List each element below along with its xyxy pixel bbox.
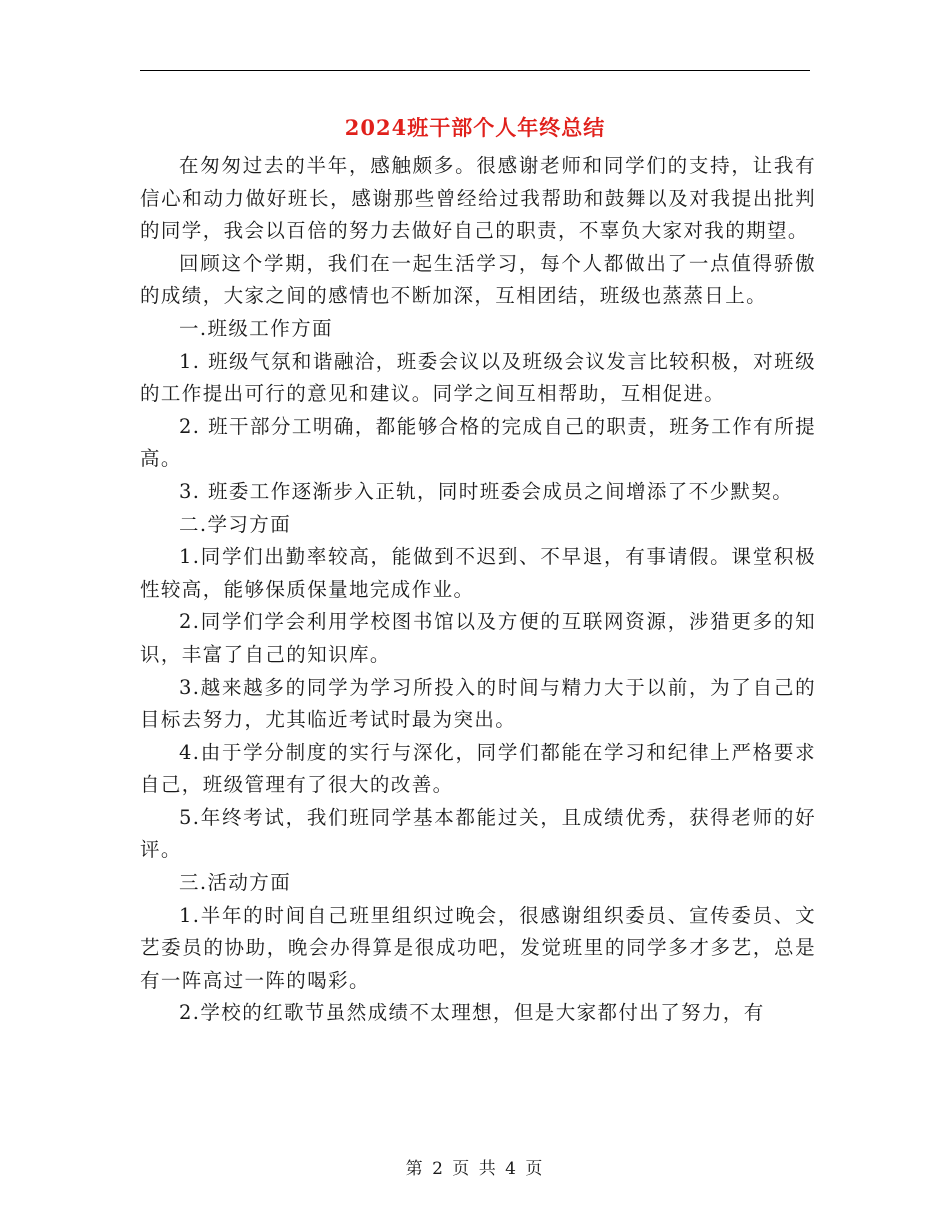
document-title: 2024班干部个人年终总结: [344, 115, 606, 140]
list-item: 1.同学们出勤率较高，能做到不迟到、不早退，有事请假。课堂积极性较高，能够保质保量地完成作业。: [140, 545, 816, 601]
section-heading-activities: 三.活动方面: [179, 871, 292, 895]
list-item: 1. 班级气氛和谐融洽，班委会议以及班级会议发言比较积极，对班级的工作提出可行的意见和建议。同学之间互相帮助，互相促进。: [140, 349, 816, 406]
list-item: 5.年终考试，我们班同学基本都能过关，且成绩优秀，获得老师的好评。: [140, 805, 816, 862]
section-heading-study: 二.学习方面: [179, 512, 292, 536]
page-number-footer: 第 2 页 共 4 页: [405, 1159, 545, 1179]
section-heading-class-work: 一.班级工作方面: [179, 316, 333, 340]
paragraph-intro: 在匆匆过去的半年，感触颇多。很感谢老师和同学们的支持，让我有信心和动力做好班长，感谢那些曾经给过我帮助和鼓舞以及对我提出批判的同学，我会以百倍的努力去做好自己的职责，不辜负大家对我的期望。: [140, 154, 816, 243]
list-item: 3.越来越多的同学为学习所投入的时间与精力大于以前，为了自己的目标去努力，尤其临近考试时最为突出。: [140, 675, 816, 732]
list-item: 2.同学们学会利用学校图书馆以及方便的互联网资源，涉猎更多的知识，丰富了自己的知识库。: [140, 610, 816, 666]
list-item: 4.由于学分制度的实行与深化，同学们都能在学习和纪律上严格要求自己，班级管理有了很大的改善。: [140, 740, 816, 797]
document-body: [140, 150, 816, 1030]
list-item: 2. 班干部分工明确，都能够合格的完成自己的职责，班务工作有所提高。: [140, 414, 816, 471]
list-item: 1.半年的时间自己班里组织过晚会，很感谢组织委员、宣传委员、文艺委员的协助，晚会办得算是很成功吧，发觉班里的同学多才多艺，总是有一阵高过一阵的喝彩。: [140, 903, 816, 992]
list-item: 3. 班委工作逐渐步入正轨，同时班委会成员之间增添了不少默契。: [179, 479, 794, 503]
paragraph-review: 回顾这个学期，我们在一起生活学习，每个人都做出了一点值得骄傲的成绩，大家之间的感情也不断加深，互相团结，班级也蒸蒸日上。: [140, 251, 816, 308]
list-item: 2.学校的红歌节虽然成绩不太理想，但是大家都付出了努力，有: [179, 1001, 765, 1025]
header-rule: [140, 70, 810, 71]
